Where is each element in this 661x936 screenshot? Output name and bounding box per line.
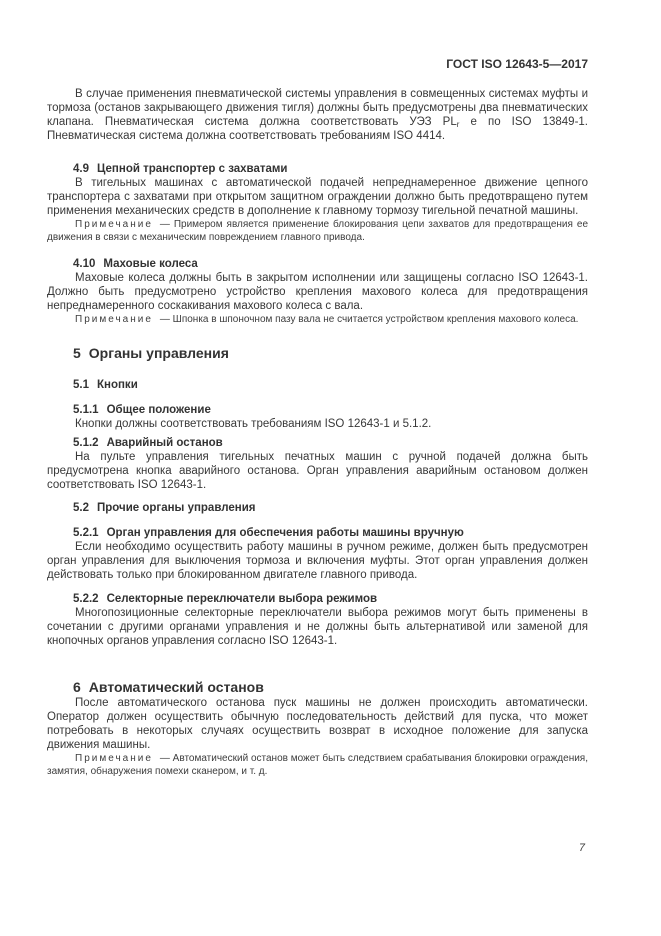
subscript-r: r bbox=[456, 120, 460, 129]
heading-number: 4.10 bbox=[73, 258, 96, 270]
heading-number: 5 bbox=[73, 345, 81, 361]
heading-title: Прочие органы управления bbox=[97, 502, 256, 514]
heading-title: Автоматический останов bbox=[88, 679, 264, 695]
heading-title: Маховые колеса bbox=[103, 258, 198, 270]
paragraph-4-10: Маховые колеса должны быть в закрытом исполнении или защищены согласно ISO 12643-1. Должно быть предусмотрено устройство крепления махового колеса для предотвращения непреднамеренного соскакивания махового колеса с вала. bbox=[47, 272, 588, 312]
note-label: Примечание bbox=[75, 314, 153, 325]
note-label: Примечание bbox=[75, 753, 153, 764]
heading-title: Орган управления для обеспечения работы машины вручную bbox=[106, 527, 464, 539]
note-text: — Автоматический останов может быть следствием срабатывания блокировки ограждения, замятия, обнаружения помехи сканером, и т. д. bbox=[47, 753, 588, 777]
note-4-10 bbox=[47, 313, 588, 326]
heading-5-2 bbox=[47, 501, 588, 515]
heading-number: 5.2 bbox=[73, 502, 89, 514]
heading-title: Кнопки bbox=[97, 379, 138, 391]
page-number: 7 bbox=[578, 842, 585, 854]
note-text: — Примером является применение блокирования цепи захватов для предотвращения ее движения в связи с механическим повреждением главного привода. bbox=[47, 219, 588, 243]
heading-5-1 bbox=[47, 378, 588, 392]
heading-5-1-1 bbox=[47, 403, 588, 417]
paragraph-text: В случае применения пневматической системы управления в совмещенных системах муфты и тормоза (останов закрывающего движения тигля) должны быть предусмотрены два пневматических клапана. Пневматическая система должна соответствовать УЭЗ PL bbox=[47, 88, 588, 128]
heading-5-1-2 bbox=[47, 436, 588, 450]
heading-number: 5.1.1 bbox=[73, 404, 99, 416]
heading-4-10 bbox=[47, 257, 588, 271]
page-content bbox=[47, 58, 588, 778]
paragraph-pneumatic-system bbox=[47, 87, 588, 143]
heading-number: 5.2.1 bbox=[73, 527, 99, 539]
heading-6 bbox=[47, 679, 588, 696]
heading-title: Общее положение bbox=[106, 404, 211, 416]
note-6 bbox=[47, 752, 588, 778]
heading-title: Органы управления bbox=[88, 345, 229, 361]
paragraph-text: е по ISO 13849-1. Пневматическая система должна соответствовать требованиям ISO 4414. bbox=[47, 116, 588, 142]
paragraph-4-9: В тигельных машинах с автоматической подачей непреднамеренное движение цепного транспортера с захватами при открытом защитном ограждении должно быть предотвращено путем применения механических средств в дополнение к главному тормозу тигельной печатной машины. bbox=[47, 177, 588, 217]
heading-title: Цепной транспортер с захватами bbox=[97, 163, 288, 175]
paragraph-5-1-1: Кнопки должны соответствовать требованиям ISO 12643-1 и 5.1.2. bbox=[75, 418, 432, 430]
running-header: ГОСТ ISO 12643-5—2017 bbox=[446, 57, 588, 71]
heading-5-2-2 bbox=[47, 592, 588, 606]
note-label: Примечание bbox=[75, 219, 153, 230]
heading-title: Аварийный останов bbox=[106, 437, 223, 449]
paragraph-5-2-2: Многопозиционные селекторные переключатели выбора режимов могут быть применены в сочетании с другими органами управления и не должны быть альтернативой или заменой для кнопочных органов управления согласно ISO 12643-1. bbox=[47, 607, 588, 647]
heading-number: 5.1.2 bbox=[73, 437, 99, 449]
heading-number: 5.1 bbox=[73, 379, 89, 391]
heading-number: 5.2.2 bbox=[73, 593, 99, 605]
paragraph-6: После автоматического останова пуск машины не должен происходить автоматически. Оператор должен осуществить обычную последовательность действий для пуска, что может потребовать в некоторых случаях осуществить возврат в исходное положение для запуска движения машины. bbox=[47, 697, 588, 751]
note-4-9 bbox=[47, 218, 588, 244]
note-text: — Шпонка в шпоночном пазу вала не считается устройством крепления махового колеса. bbox=[159, 314, 579, 325]
heading-number: 6 bbox=[73, 679, 81, 695]
heading-title: Селекторные переключатели выбора режимов bbox=[106, 593, 378, 605]
heading-number: 4.9 bbox=[73, 163, 89, 175]
heading-4-9 bbox=[47, 162, 588, 176]
paragraph-5-2-1: Если необходимо осуществить работу машины в ручном режиме, должен быть предусмотрен орган управления для выключения тормоза и включения муфты. Этот орган управления должен действовать только при блокированном двигателе главного привода. bbox=[47, 541, 588, 581]
heading-5-2-1 bbox=[47, 526, 588, 540]
paragraph-5-1-2: На пульте управления тигельных печатных машин с ручной подачей должна быть предусмотрена кнопка аварийного останова. Орган управления аварийным остановом должен соответствовать ISO 12643-1. bbox=[47, 451, 588, 491]
heading-5 bbox=[47, 345, 588, 362]
